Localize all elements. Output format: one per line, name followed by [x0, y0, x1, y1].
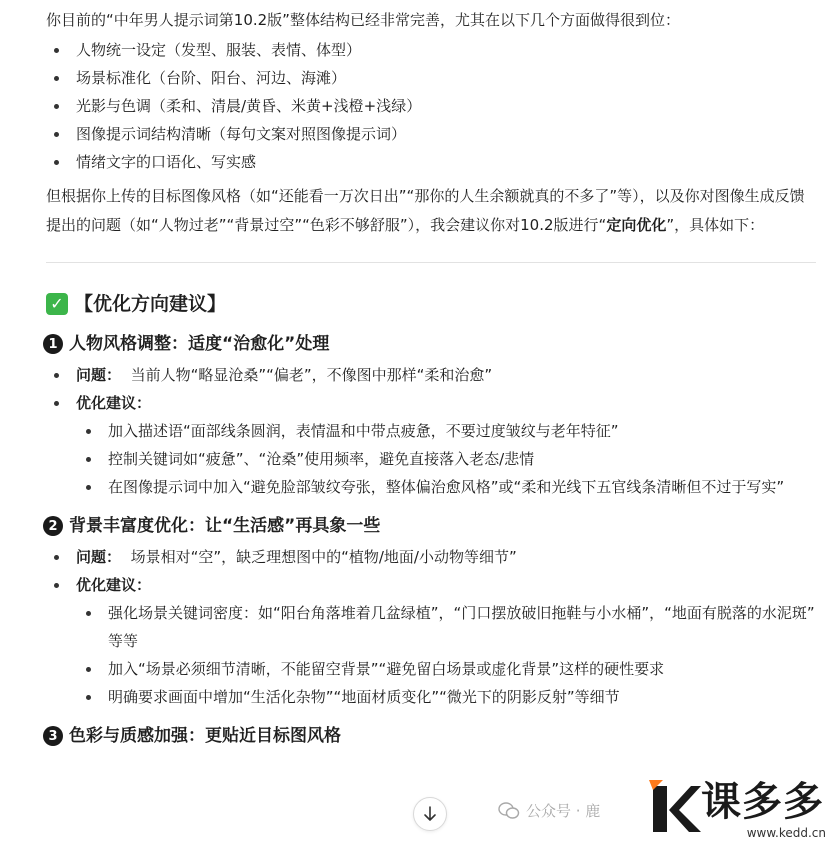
- watermark-text: 公众号 · 鹿: [526, 802, 601, 820]
- problem-item: [46, 543, 816, 571]
- chat-message: [46, 6, 816, 753]
- scroll-down-button[interactable]: [413, 797, 447, 831]
- list-item: 加入“场景必须细节清晰，不能留空背景”“避免留白场景或虚化背景”这样的硬性要求: [46, 655, 816, 683]
- check-mark-icon: ✓: [46, 293, 68, 315]
- item-heading-3: [43, 721, 813, 751]
- item-title: 人物风格调整：适度“治愈化”处理: [69, 334, 330, 354]
- arrow-down-icon: [423, 806, 437, 822]
- item-heading-2: [43, 511, 813, 541]
- problem-item: [46, 361, 816, 389]
- number-1-icon: 1: [43, 334, 63, 354]
- strengths-list: [46, 36, 816, 176]
- item-heading-1: [43, 329, 813, 359]
- problem-text: 场景相对“空”，缺乏理想图中的“植物/地面/小动物等细节”: [130, 548, 517, 566]
- list-item: 在图像提示词中加入“避免脸部皱纹夸张，整体偏治愈风格”或“柔和光线下五官线条清晰但不过于写实”: [46, 473, 816, 501]
- item-2-details: [46, 543, 816, 599]
- list-item: 强化场景关键词密度：如“阳台角落堆着几盆绿植”，“门口摆放破旧拖鞋与小水桶”，“地面有脱落的水泥斑” 等等: [46, 599, 816, 655]
- problem-text: 当前人物“略显沧桑”“偏老”，不像图中那样“柔和治愈”: [130, 366, 493, 384]
- emphasis-text: 定向优化: [606, 216, 667, 234]
- suggestion-header: [46, 389, 816, 417]
- section-title: [46, 289, 816, 319]
- list-item: 场景标准化（台阶、阳台、河边、海滩）: [46, 64, 816, 92]
- paragraph-text: 但根据你上传的目标图像风格（如“还能看一万次日出”“那你的人生余额就真的不多了”等），以及你对图像生成反馈提出的问题（如“人物过老”“背景过空”“色彩不够舒服”），我会建议你对10.2版进行“: [46, 187, 805, 234]
- list-item: 加入描述语“面部线条圆润，表情温和中带点疲惫，不要过度皱纹与老年特征”: [46, 417, 816, 445]
- list-item: 图像提示词结构清晰（每句文案对照图像提示词）: [46, 120, 816, 148]
- list-item: 光影与色调（柔和、清晨/黄昏、米黄+浅橙+浅绿）: [46, 92, 816, 120]
- suggestion-label: 优化建议：: [76, 576, 152, 594]
- suggestion-label: 优化建议：: [76, 394, 152, 412]
- number-2-icon: 2: [43, 516, 63, 536]
- suggestion-header: [46, 571, 816, 599]
- k-logo-icon: [649, 780, 701, 836]
- problem-label: 问题：: [76, 548, 122, 566]
- list-item: 明确要求画面中增加“生活化杂物”“地面材质变化”“微光下的阴影反射”等细节: [46, 683, 816, 711]
- item-2-suggestions: [46, 599, 816, 711]
- item-1-suggestions: [46, 417, 816, 501]
- item-1-details: [46, 361, 816, 417]
- divider: [46, 262, 816, 263]
- number-3-icon: 3: [43, 726, 63, 746]
- item-title: 色彩与质感加强：更贴近目标图风格: [69, 726, 341, 746]
- intro-text: 你目前的“中年男人提示词第10.2版”整体结构已经非常完善，尤其在以下几个方面做得很到位：: [46, 11, 680, 29]
- paragraph-text-end: ”，具体如下：: [666, 216, 765, 234]
- list-item: 情绪文字的口语化、写实感: [46, 148, 816, 176]
- list-item: 人物统一设定（发型、服装、表情、体型）: [46, 36, 816, 64]
- problem-label: 问题：: [76, 366, 122, 384]
- wechat-icon: [498, 802, 520, 820]
- item-title: 背景丰富度优化：让“生活感”再具象一些: [69, 516, 381, 536]
- list-item: 控制关键词如“疲惫”、“沧桑”使用频率，避免直接落入老态/悲情: [46, 445, 816, 473]
- section-title-text: 【优化方向建议】: [74, 293, 227, 315]
- logo-text: 课多多: [701, 779, 824, 825]
- recommendation-paragraph: [46, 182, 816, 240]
- watermark: [498, 800, 600, 821]
- logo-url: www.kedd.cn: [746, 826, 826, 840]
